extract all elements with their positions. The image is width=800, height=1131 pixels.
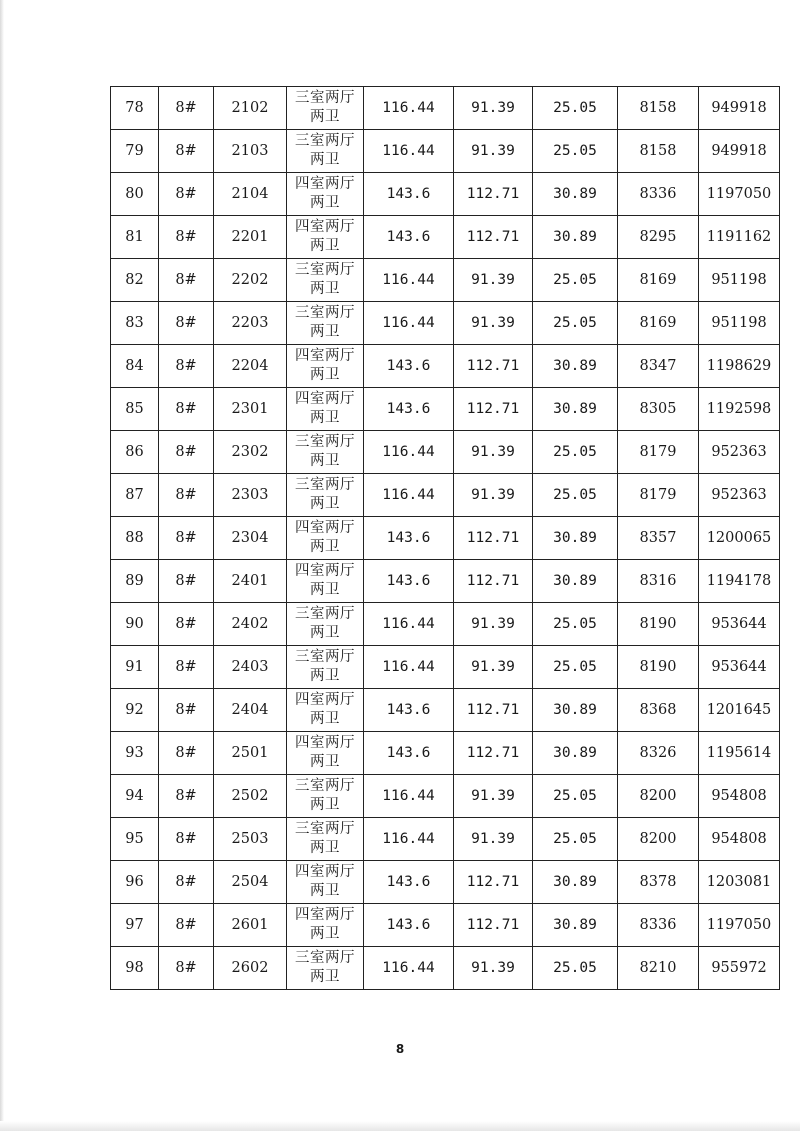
- room-number-cell: 2102: [214, 87, 287, 130]
- unit-price-cell: 8169: [618, 302, 699, 345]
- room-number-cell: 2301: [214, 388, 287, 431]
- room-number-cell: 2503: [214, 818, 287, 861]
- unit-type-cell: [287, 302, 364, 345]
- total-price-cell: 1192598: [699, 388, 780, 431]
- inner-area-cell: 112.71: [454, 904, 533, 947]
- shared-area-cell: 30.89: [533, 861, 618, 904]
- scan-edge-left: [0, 0, 4, 1131]
- inner-area-cell: 91.39: [454, 818, 533, 861]
- building-cell: 8#: [159, 818, 214, 861]
- unit-price-cell: 8305: [618, 388, 699, 431]
- unit-type-line2: 两卫: [310, 969, 340, 985]
- building-cell: 8#: [159, 689, 214, 732]
- building-cell: 8#: [159, 861, 214, 904]
- unit-type-cell: [287, 431, 364, 474]
- building-cell: 8#: [159, 216, 214, 259]
- unit-type-line1: 四室两厅: [295, 735, 355, 751]
- unit-type-line1: 三室两厅: [295, 778, 355, 794]
- unit-type-cell: [287, 947, 364, 990]
- unit-price-cell: 8357: [618, 517, 699, 560]
- table-row: [111, 517, 780, 560]
- inner-area-cell: 91.39: [454, 775, 533, 818]
- room-number-cell: 2402: [214, 603, 287, 646]
- row-index-cell: 97: [111, 904, 159, 947]
- table-row: [111, 216, 780, 259]
- unit-type-line1: 三室两厅: [295, 90, 355, 106]
- total-price-cell: 1203081: [699, 861, 780, 904]
- room-number-cell: 2203: [214, 302, 287, 345]
- unit-price-cell: 8378: [618, 861, 699, 904]
- unit-price-cell: 8190: [618, 646, 699, 689]
- floor-area-cell: 143.6: [364, 517, 454, 560]
- building-cell: 8#: [159, 345, 214, 388]
- unit-price-cell: 8158: [618, 87, 699, 130]
- unit-type-cell: [287, 517, 364, 560]
- inner-area-cell: 91.39: [454, 259, 533, 302]
- floor-area-cell: 143.6: [364, 388, 454, 431]
- inner-area-cell: 91.39: [454, 947, 533, 990]
- floor-area-cell: 116.44: [364, 474, 454, 517]
- unit-type-line2: 两卫: [310, 410, 340, 426]
- building-cell: 8#: [159, 775, 214, 818]
- unit-type-line2: 两卫: [310, 496, 340, 512]
- floor-area-cell: 116.44: [364, 818, 454, 861]
- unit-type-line1: 三室两厅: [295, 434, 355, 450]
- unit-type-line1: 三室两厅: [295, 133, 355, 149]
- row-index-cell: 84: [111, 345, 159, 388]
- room-number-cell: 2304: [214, 517, 287, 560]
- total-price-cell: 1198629: [699, 345, 780, 388]
- shared-area-cell: 30.89: [533, 345, 618, 388]
- building-cell: 8#: [159, 560, 214, 603]
- shared-area-cell: 25.05: [533, 646, 618, 689]
- price-listing-table: [110, 86, 780, 990]
- unit-type-cell: [287, 818, 364, 861]
- row-index-cell: 95: [111, 818, 159, 861]
- inner-area-cell: 112.71: [454, 388, 533, 431]
- inner-area-cell: 112.71: [454, 689, 533, 732]
- unit-type-line1: 四室两厅: [295, 692, 355, 708]
- room-number-cell: 2201: [214, 216, 287, 259]
- shared-area-cell: 25.05: [533, 259, 618, 302]
- unit-price-cell: 8200: [618, 775, 699, 818]
- floor-area-cell: 116.44: [364, 302, 454, 345]
- unit-price-cell: 8190: [618, 603, 699, 646]
- total-price-cell: 951198: [699, 302, 780, 345]
- floor-area-cell: 143.6: [364, 689, 454, 732]
- row-index-cell: 98: [111, 947, 159, 990]
- total-price-cell: 952363: [699, 431, 780, 474]
- unit-type-line1: 三室两厅: [295, 649, 355, 665]
- inner-area-cell: 112.71: [454, 560, 533, 603]
- total-price-cell: 953644: [699, 646, 780, 689]
- unit-type-line1: 三室两厅: [295, 262, 355, 278]
- floor-area-cell: 116.44: [364, 431, 454, 474]
- shared-area-cell: 25.05: [533, 474, 618, 517]
- unit-price-cell: 8210: [618, 947, 699, 990]
- building-cell: 8#: [159, 947, 214, 990]
- unit-price-cell: 8158: [618, 130, 699, 173]
- room-number-cell: 2404: [214, 689, 287, 732]
- floor-area-cell: 143.6: [364, 216, 454, 259]
- floor-area-cell: 143.6: [364, 345, 454, 388]
- room-number-cell: 2501: [214, 732, 287, 775]
- unit-type-line2: 两卫: [310, 152, 340, 168]
- total-price-cell: 954808: [699, 818, 780, 861]
- unit-type-line2: 两卫: [310, 238, 340, 254]
- room-number-cell: 2401: [214, 560, 287, 603]
- shared-area-cell: 30.89: [533, 689, 618, 732]
- row-index-cell: 93: [111, 732, 159, 775]
- unit-type-line1: 三室两厅: [295, 606, 355, 622]
- table-row: [111, 861, 780, 904]
- shared-area-cell: 25.05: [533, 302, 618, 345]
- unit-type-line1: 四室两厅: [295, 348, 355, 364]
- shared-area-cell: 25.05: [533, 87, 618, 130]
- room-number-cell: 2601: [214, 904, 287, 947]
- table-body: [111, 87, 780, 990]
- unit-type-line1: 四室两厅: [295, 563, 355, 579]
- unit-type-line2: 两卫: [310, 281, 340, 297]
- unit-type-cell: [287, 775, 364, 818]
- unit-type-cell: [287, 87, 364, 130]
- unit-type-line2: 两卫: [310, 195, 340, 211]
- room-number-cell: 2104: [214, 173, 287, 216]
- building-cell: 8#: [159, 904, 214, 947]
- floor-area-cell: 143.6: [364, 732, 454, 775]
- room-number-cell: 2303: [214, 474, 287, 517]
- unit-type-line1: 四室两厅: [295, 907, 355, 923]
- building-cell: 8#: [159, 130, 214, 173]
- row-index-cell: 91: [111, 646, 159, 689]
- unit-price-cell: 8179: [618, 474, 699, 517]
- inner-area-cell: 112.71: [454, 732, 533, 775]
- table-row: [111, 775, 780, 818]
- unit-type-line1: 三室两厅: [295, 305, 355, 321]
- inner-area-cell: 91.39: [454, 474, 533, 517]
- unit-type-line1: 四室两厅: [295, 176, 355, 192]
- row-index-cell: 94: [111, 775, 159, 818]
- total-price-cell: 949918: [699, 130, 780, 173]
- table-row: [111, 732, 780, 775]
- unit-type-line2: 两卫: [310, 883, 340, 899]
- table-row: [111, 689, 780, 732]
- total-price-cell: 1191162: [699, 216, 780, 259]
- shared-area-cell: 30.89: [533, 216, 618, 259]
- building-cell: 8#: [159, 87, 214, 130]
- table-row: [111, 87, 780, 130]
- table-row: [111, 947, 780, 990]
- row-index-cell: 90: [111, 603, 159, 646]
- unit-type-cell: [287, 259, 364, 302]
- table-row: [111, 345, 780, 388]
- inner-area-cell: 91.39: [454, 431, 533, 474]
- unit-price-cell: 8316: [618, 560, 699, 603]
- scan-edge-bottom: [0, 1121, 800, 1131]
- table-row: [111, 388, 780, 431]
- unit-type-cell: [287, 646, 364, 689]
- building-cell: 8#: [159, 259, 214, 302]
- unit-type-cell: [287, 173, 364, 216]
- inner-area-cell: 91.39: [454, 87, 533, 130]
- page-number: 8: [395, 1042, 405, 1056]
- unit-type-line1: 四室两厅: [295, 864, 355, 880]
- unit-type-line2: 两卫: [310, 840, 340, 856]
- table-row: [111, 130, 780, 173]
- unit-type-line2: 两卫: [310, 754, 340, 770]
- row-index-cell: 87: [111, 474, 159, 517]
- shared-area-cell: 30.89: [533, 904, 618, 947]
- total-price-cell: 1197050: [699, 904, 780, 947]
- unit-type-line1: 三室两厅: [295, 950, 355, 966]
- unit-price-cell: 8347: [618, 345, 699, 388]
- building-cell: 8#: [159, 474, 214, 517]
- row-index-cell: 88: [111, 517, 159, 560]
- room-number-cell: 2103: [214, 130, 287, 173]
- unit-price-cell: 8368: [618, 689, 699, 732]
- unit-type-line2: 两卫: [310, 367, 340, 383]
- shared-area-cell: 25.05: [533, 775, 618, 818]
- room-number-cell: 2602: [214, 947, 287, 990]
- floor-area-cell: 116.44: [364, 130, 454, 173]
- unit-price-cell: 8169: [618, 259, 699, 302]
- building-cell: 8#: [159, 431, 214, 474]
- floor-area-cell: 116.44: [364, 259, 454, 302]
- room-number-cell: 2204: [214, 345, 287, 388]
- unit-type-line2: 两卫: [310, 582, 340, 598]
- table-row: [111, 431, 780, 474]
- row-index-cell: 80: [111, 173, 159, 216]
- room-number-cell: 2504: [214, 861, 287, 904]
- unit-type-line2: 两卫: [310, 926, 340, 942]
- building-cell: 8#: [159, 173, 214, 216]
- table-row: [111, 904, 780, 947]
- shared-area-cell: 30.89: [533, 732, 618, 775]
- total-price-cell: 1200065: [699, 517, 780, 560]
- table-row: [111, 474, 780, 517]
- table-row: [111, 302, 780, 345]
- unit-type-cell: [287, 560, 364, 603]
- table-row: [111, 259, 780, 302]
- shared-area-cell: 25.05: [533, 431, 618, 474]
- row-index-cell: 96: [111, 861, 159, 904]
- building-cell: 8#: [159, 732, 214, 775]
- room-number-cell: 2302: [214, 431, 287, 474]
- table-row: [111, 818, 780, 861]
- unit-type-cell: [287, 388, 364, 431]
- shared-area-cell: 30.89: [533, 560, 618, 603]
- shared-area-cell: 25.05: [533, 947, 618, 990]
- unit-price-cell: 8326: [618, 732, 699, 775]
- inner-area-cell: 91.39: [454, 603, 533, 646]
- table-row: [111, 646, 780, 689]
- unit-type-line2: 两卫: [310, 668, 340, 684]
- unit-type-cell: [287, 689, 364, 732]
- inner-area-cell: 91.39: [454, 130, 533, 173]
- unit-price-cell: 8336: [618, 904, 699, 947]
- floor-area-cell: 116.44: [364, 603, 454, 646]
- floor-area-cell: 143.6: [364, 173, 454, 216]
- total-price-cell: 952363: [699, 474, 780, 517]
- total-price-cell: 954808: [699, 775, 780, 818]
- unit-type-cell: [287, 732, 364, 775]
- unit-type-cell: [287, 130, 364, 173]
- row-index-cell: 81: [111, 216, 159, 259]
- unit-price-cell: 8336: [618, 173, 699, 216]
- inner-area-cell: 112.71: [454, 345, 533, 388]
- unit-type-line2: 两卫: [310, 539, 340, 555]
- room-number-cell: 2403: [214, 646, 287, 689]
- unit-price-cell: 8200: [618, 818, 699, 861]
- shared-area-cell: 30.89: [533, 173, 618, 216]
- row-index-cell: 79: [111, 130, 159, 173]
- table-row: [111, 560, 780, 603]
- floor-area-cell: 143.6: [364, 560, 454, 603]
- row-index-cell: 89: [111, 560, 159, 603]
- table-row: [111, 603, 780, 646]
- floor-area-cell: 116.44: [364, 775, 454, 818]
- total-price-cell: 1194178: [699, 560, 780, 603]
- inner-area-cell: 112.71: [454, 173, 533, 216]
- shared-area-cell: 30.89: [533, 388, 618, 431]
- total-price-cell: 1201645: [699, 689, 780, 732]
- floor-area-cell: 116.44: [364, 947, 454, 990]
- unit-type-line2: 两卫: [310, 324, 340, 340]
- table-row: [111, 173, 780, 216]
- row-index-cell: 86: [111, 431, 159, 474]
- total-price-cell: 953644: [699, 603, 780, 646]
- inner-area-cell: 91.39: [454, 646, 533, 689]
- unit-type-line2: 两卫: [310, 453, 340, 469]
- floor-area-cell: 116.44: [364, 646, 454, 689]
- floor-area-cell: 143.6: [364, 861, 454, 904]
- inner-area-cell: 112.71: [454, 861, 533, 904]
- unit-type-line1: 四室两厅: [295, 520, 355, 536]
- unit-type-line1: 四室两厅: [295, 391, 355, 407]
- row-index-cell: 78: [111, 87, 159, 130]
- row-index-cell: 92: [111, 689, 159, 732]
- total-price-cell: 955972: [699, 947, 780, 990]
- building-cell: 8#: [159, 517, 214, 560]
- unit-type-line1: 三室两厅: [295, 477, 355, 493]
- shared-area-cell: 25.05: [533, 818, 618, 861]
- room-number-cell: 2502: [214, 775, 287, 818]
- unit-type-line1: 三室两厅: [295, 821, 355, 837]
- total-price-cell: 1197050: [699, 173, 780, 216]
- row-index-cell: 82: [111, 259, 159, 302]
- room-number-cell: 2202: [214, 259, 287, 302]
- building-cell: 8#: [159, 603, 214, 646]
- unit-type-cell: [287, 474, 364, 517]
- total-price-cell: 949918: [699, 87, 780, 130]
- unit-price-cell: 8295: [618, 216, 699, 259]
- floor-area-cell: 116.44: [364, 87, 454, 130]
- unit-type-cell: [287, 345, 364, 388]
- unit-type-cell: [287, 603, 364, 646]
- shared-area-cell: 25.05: [533, 130, 618, 173]
- unit-type-line2: 两卫: [310, 711, 340, 727]
- unit-type-line2: 两卫: [310, 625, 340, 641]
- floor-area-cell: 143.6: [364, 904, 454, 947]
- unit-type-cell: [287, 216, 364, 259]
- total-price-cell: 1195614: [699, 732, 780, 775]
- shared-area-cell: 30.89: [533, 517, 618, 560]
- inner-area-cell: 112.71: [454, 517, 533, 560]
- row-index-cell: 85: [111, 388, 159, 431]
- unit-type-line2: 两卫: [310, 797, 340, 813]
- unit-type-line2: 两卫: [310, 109, 340, 125]
- building-cell: 8#: [159, 388, 214, 431]
- unit-type-cell: [287, 861, 364, 904]
- unit-type-cell: [287, 904, 364, 947]
- inner-area-cell: 112.71: [454, 216, 533, 259]
- building-cell: 8#: [159, 646, 214, 689]
- building-cell: 8#: [159, 302, 214, 345]
- unit-price-cell: 8179: [618, 431, 699, 474]
- total-price-cell: 951198: [699, 259, 780, 302]
- unit-type-line1: 四室两厅: [295, 219, 355, 235]
- row-index-cell: 83: [111, 302, 159, 345]
- inner-area-cell: 91.39: [454, 302, 533, 345]
- shared-area-cell: 25.05: [533, 603, 618, 646]
